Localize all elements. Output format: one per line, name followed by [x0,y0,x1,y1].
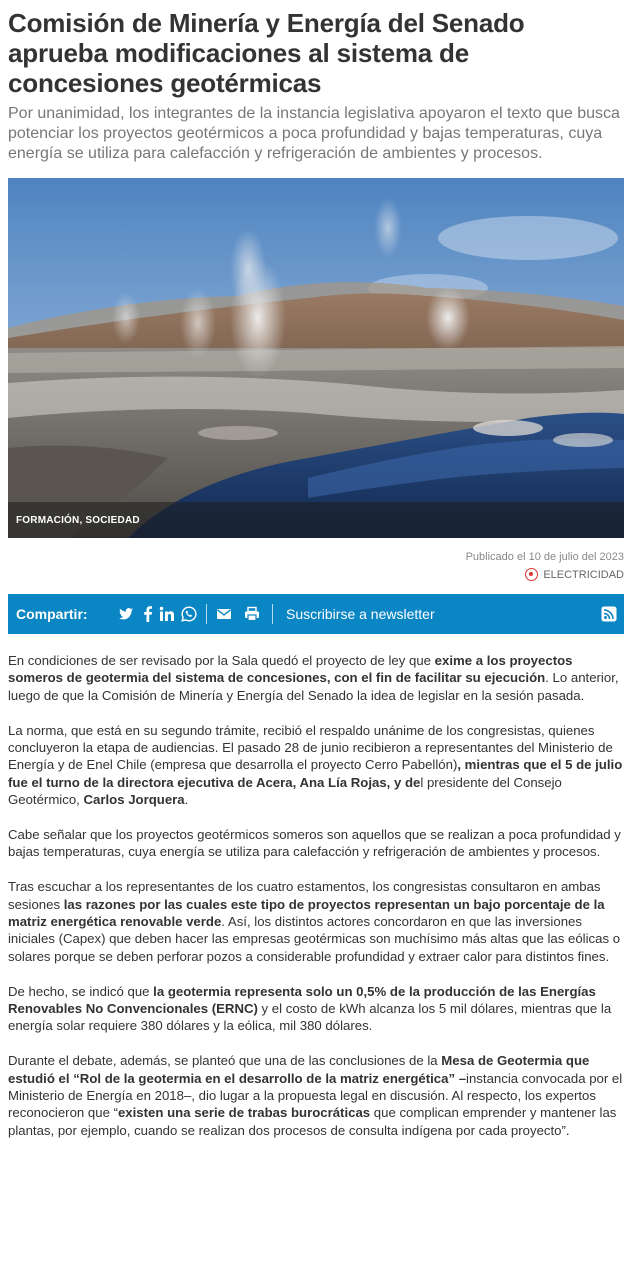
print-icon[interactable] [244,606,260,622]
share-divider [206,604,207,624]
share-label: Compartir: [16,606,88,622]
photo-tags[interactable]: FORMACIÓN, SOCIEDAD [16,515,140,526]
article-body [8,652,626,1157]
published-date: Publicado el 10 de julio del 2023 [465,551,624,563]
paragraph: La norma, que está en su segundo trámite, recibió el respaldo unánime de los congresistas, quienes concluyeron la etapa de audiencias. El pasado 28 de junio recibieron a representantes del Ministerio de Energía y de Enel Chile (empresa que desarrolla el proyecto Cerro Pabellón), mientras que el 5 de julio fue el turno de la directora ejecutiva de Acera, Ana Lía Rojas, y del presidente del Consejo Geotérmico, Carlos Jorquera. [8,722,623,808]
share-bar [8,594,624,634]
share-divider [272,604,273,624]
article-photo [8,178,624,538]
facebook-icon[interactable] [140,606,156,622]
article-lead: Por unanimidad, los integrantes de la instancia legislativa apoyaron el texto que busca potenciar los proyectos geotérmicos a poca profundidad y bajas temperaturas, cuya energía se utiliza para calefacción y refrigeración de ambientes y procesos. [8,105,620,162]
newsletter-link[interactable]: Suscribirse a newsletter [286,606,435,622]
email-icon[interactable] [216,606,232,622]
geyser-landscape-image [8,178,624,538]
paragraph: De hecho, se indicó que la geotermia representa solo un 0,5% de la producción de las Energías Renovables No Convencionales (ERNC) y el costo de kWh alcanza los 5 mil dólares, mientras que la energía solar requiere 380 dólares y la eólica, mil 380 dólares. [8,983,612,1034]
whatsapp-icon[interactable] [181,606,197,622]
paragraph: Tras escuchar a los representantes de los cuatro estamentos, los congresistas consultaron en ambas sesiones las razones por las cuales este tipo de proyectos representan un bajo porcentaje de la matriz energética renovable verde. Así, los distintos actores concordaron en que las inversiones iniciales (Capex) que deben hacer las empresas geotérmicas son muchísimo más altas que las eólicas o solares porque se deben perforar pozos a considerable profundidad y extraer calor para distintos fines. [8,879,621,964]
paragraph: Durante el debate, además, se planteó que una de las conclusiones de la Mesa de Geotermia que estudió el “Rol de la geotermia en el desarrollo de la matriz energética” –instancia convocada por el Ministerio de Energía en 2018–, dio lugar a la propuesta legal en discusión. Al respecto, los expertos reconocieron que “existen una serie de trabas burocráticas que complican emprender y mantener las plantas, por ejemplo, cuando se realizan dos procesos de consulta indígena por cada proyecto”. [8,1053,623,1138]
paragraph: En condiciones de ser revisado por la Sala quedó el proyecto de ley que exime a los proyectos someros de geotermia del sistema de concesiones, con el fin de facilitar su ejecución. Lo anterior, luego de que la Comisión de Minería y Energía del Senado la idea de legislar en la sesión pasada. [8,653,619,703]
rss-icon[interactable] [601,606,617,622]
category-link[interactable] [525,568,624,581]
page-title: Comisión de Minería y Energía del Senado aprueba modificaciones al sistema de concesiones geotérmicas [8,8,525,98]
target-icon [525,568,538,581]
paragraph: Cabe señalar que los proyectos geotérmicos someros son aquellos que se realizan a poca profundidad y bajas temperaturas, cuya energía se utiliza para calefacción y refrigeración de ambientes y procesos. [8,827,621,860]
category-label: ELECTRICIDAD [543,568,624,581]
photo-tags-bar [8,502,624,538]
twitter-icon[interactable] [118,606,134,622]
linkedin-icon[interactable] [159,606,175,622]
